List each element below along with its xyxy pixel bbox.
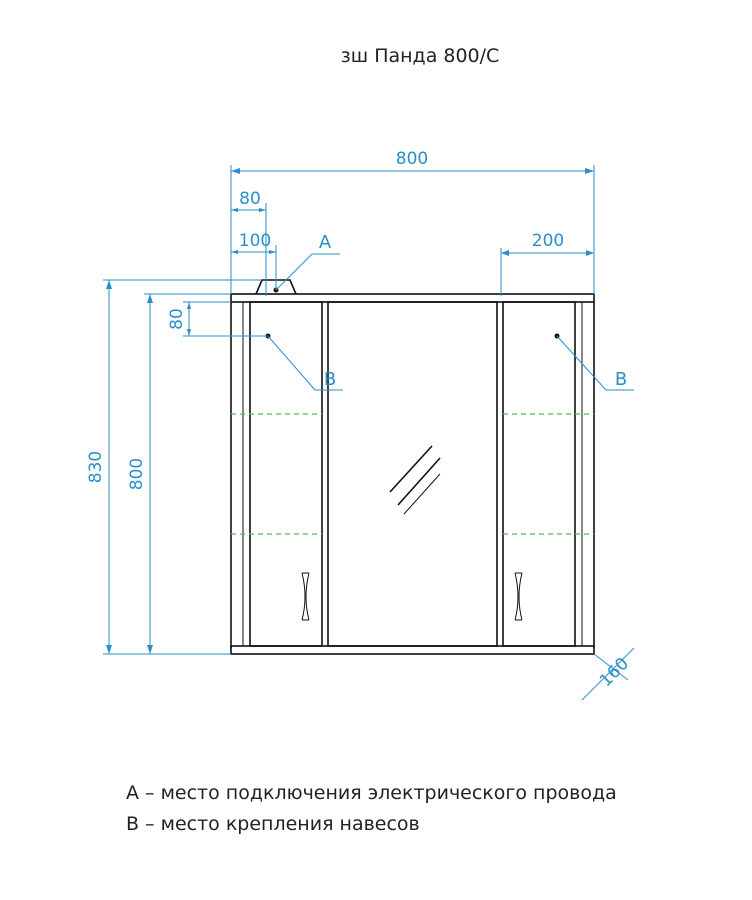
- dimensions: [86, 149, 634, 700]
- legend-item-b: B – место крепления навесов: [126, 813, 420, 835]
- dim-overall-width: 800: [395, 149, 429, 169]
- callouts: [268, 232, 634, 390]
- left-door: [250, 302, 322, 646]
- cabinet: [231, 280, 594, 654]
- mirror-panel: [328, 302, 497, 646]
- dim-depth: 160: [595, 653, 634, 692]
- right-door-handle: [515, 573, 522, 620]
- dim-top-80: 80: [167, 308, 187, 330]
- top-board: [231, 294, 594, 302]
- legend-item-a: A – место подключения электрического провода: [126, 782, 617, 804]
- mirror-glare-line: [404, 474, 440, 514]
- right-door: [503, 302, 575, 646]
- callout-b-left-label: B: [323, 369, 337, 390]
- left-door-handle: [302, 573, 309, 620]
- dim-overall-height: 830: [86, 450, 106, 484]
- dim-right-200: 200: [531, 231, 565, 251]
- dim-body-height: 800: [127, 457, 147, 491]
- legend: [126, 782, 617, 835]
- dim-left-100: 100: [238, 231, 272, 251]
- mirror-glare-line: [390, 446, 432, 492]
- callout-b-right-label: B: [614, 369, 628, 390]
- bottom-board: [231, 646, 594, 654]
- callout-a-label: A: [318, 232, 332, 253]
- drawing-title: зш Панда 800/С: [340, 45, 500, 67]
- dim-left-80: 80: [239, 189, 261, 209]
